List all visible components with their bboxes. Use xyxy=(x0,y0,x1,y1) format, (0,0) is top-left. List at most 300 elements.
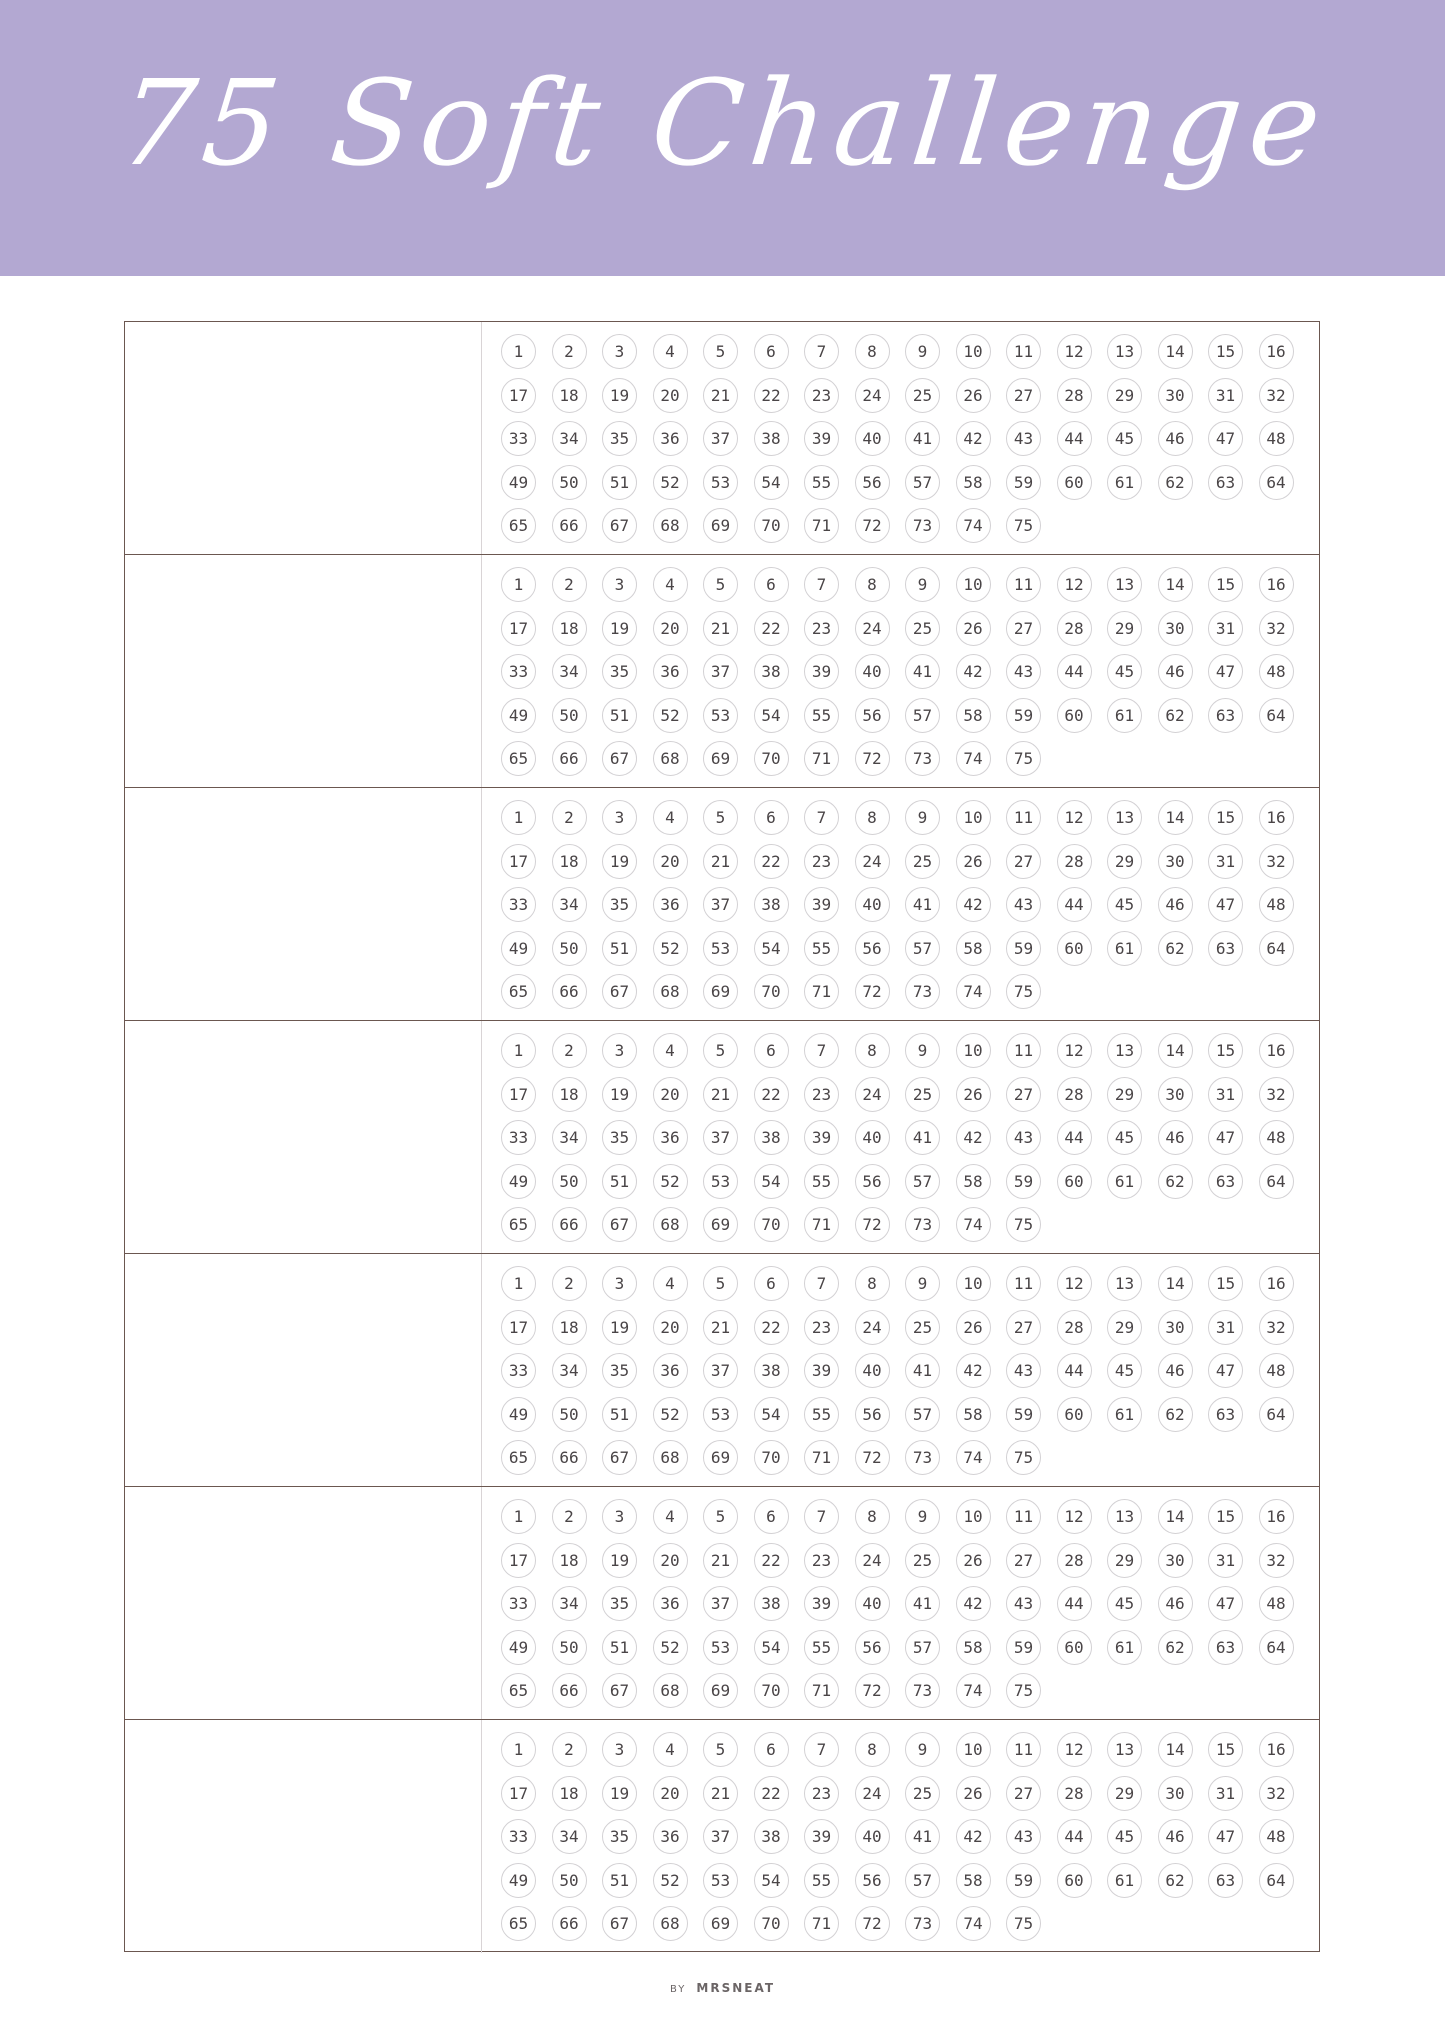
day-circle[interactable]: 17 xyxy=(501,844,536,879)
day-circle[interactable]: 49 xyxy=(501,465,536,500)
day-circle[interactable]: 37 xyxy=(703,421,738,456)
day-circle[interactable]: 65 xyxy=(501,508,536,543)
day-circle[interactable]: 48 xyxy=(1259,1819,1294,1854)
day-circle[interactable]: 26 xyxy=(956,1776,991,1811)
day-circle[interactable]: 64 xyxy=(1259,1863,1294,1898)
day-circle[interactable]: 17 xyxy=(501,1776,536,1811)
day-circle[interactable]: 26 xyxy=(956,844,991,879)
day-circle[interactable]: 25 xyxy=(905,844,940,879)
day-circle[interactable]: 15 xyxy=(1208,1732,1243,1767)
day-circle[interactable]: 55 xyxy=(804,698,839,733)
day-circle[interactable]: 37 xyxy=(703,1819,738,1854)
habit-label-cell[interactable] xyxy=(125,788,482,1020)
day-circle[interactable]: 67 xyxy=(602,1207,637,1242)
day-circle[interactable]: 41 xyxy=(905,654,940,689)
day-circle[interactable]: 63 xyxy=(1208,1164,1243,1199)
day-circle[interactable]: 5 xyxy=(703,800,738,835)
day-circle[interactable]: 30 xyxy=(1158,844,1193,879)
day-circle[interactable]: 42 xyxy=(956,654,991,689)
day-circle[interactable]: 70 xyxy=(754,1207,789,1242)
day-circle[interactable]: 16 xyxy=(1259,800,1294,835)
day-circle[interactable]: 61 xyxy=(1107,931,1142,966)
day-circle[interactable]: 22 xyxy=(754,611,789,646)
day-circle[interactable]: 59 xyxy=(1006,1397,1041,1432)
day-circle[interactable]: 50 xyxy=(552,931,587,966)
day-circle[interactable]: 6 xyxy=(754,567,789,602)
day-circle[interactable]: 13 xyxy=(1107,334,1142,369)
day-circle[interactable]: 57 xyxy=(905,1630,940,1665)
day-circle[interactable]: 68 xyxy=(653,508,688,543)
day-circle[interactable]: 61 xyxy=(1107,1630,1142,1665)
day-circle[interactable]: 23 xyxy=(804,611,839,646)
day-circle[interactable]: 62 xyxy=(1158,465,1193,500)
day-circle[interactable]: 1 xyxy=(501,1732,536,1767)
day-circle[interactable]: 2 xyxy=(552,1499,587,1534)
day-circle[interactable]: 64 xyxy=(1259,1164,1294,1199)
day-circle[interactable]: 25 xyxy=(905,1543,940,1578)
day-circle[interactable]: 72 xyxy=(855,1906,890,1941)
day-circle[interactable]: 7 xyxy=(804,800,839,835)
day-circle[interactable]: 64 xyxy=(1259,1630,1294,1665)
day-circle[interactable]: 27 xyxy=(1006,611,1041,646)
day-circle[interactable]: 67 xyxy=(602,974,637,1009)
day-circle[interactable]: 36 xyxy=(653,654,688,689)
day-circle[interactable]: 36 xyxy=(653,421,688,456)
day-circle[interactable]: 55 xyxy=(804,1397,839,1432)
day-circle[interactable]: 33 xyxy=(501,1353,536,1388)
day-circle[interactable]: 20 xyxy=(653,1776,688,1811)
day-circle[interactable]: 70 xyxy=(754,1673,789,1708)
day-circle[interactable]: 4 xyxy=(653,1266,688,1301)
day-circle[interactable]: 56 xyxy=(855,698,890,733)
day-circle[interactable]: 47 xyxy=(1208,1819,1243,1854)
day-circle[interactable]: 67 xyxy=(602,1673,637,1708)
day-circle[interactable]: 63 xyxy=(1208,698,1243,733)
day-circle[interactable]: 13 xyxy=(1107,567,1142,602)
day-circle[interactable]: 20 xyxy=(653,1310,688,1345)
day-circle[interactable]: 70 xyxy=(754,1906,789,1941)
day-circle[interactable]: 53 xyxy=(703,1630,738,1665)
day-circle[interactable]: 21 xyxy=(703,378,738,413)
day-circle[interactable]: 48 xyxy=(1259,1353,1294,1388)
day-circle[interactable]: 24 xyxy=(855,844,890,879)
day-circle[interactable]: 66 xyxy=(552,1440,587,1475)
day-circle[interactable]: 69 xyxy=(703,1207,738,1242)
day-circle[interactable]: 32 xyxy=(1259,1077,1294,1112)
day-circle[interactable]: 51 xyxy=(602,1863,637,1898)
day-circle[interactable]: 23 xyxy=(804,1077,839,1112)
day-circle[interactable]: 44 xyxy=(1057,887,1092,922)
day-circle[interactable]: 2 xyxy=(552,567,587,602)
day-circle[interactable]: 73 xyxy=(905,1440,940,1475)
day-circle[interactable]: 12 xyxy=(1057,1266,1092,1301)
day-circle[interactable]: 28 xyxy=(1057,844,1092,879)
day-circle[interactable]: 22 xyxy=(754,1543,789,1578)
day-circle[interactable]: 44 xyxy=(1057,654,1092,689)
day-circle[interactable]: 18 xyxy=(552,1077,587,1112)
day-circle[interactable]: 9 xyxy=(905,334,940,369)
day-circle[interactable]: 1 xyxy=(501,334,536,369)
day-circle[interactable]: 47 xyxy=(1208,887,1243,922)
day-circle[interactable]: 56 xyxy=(855,1630,890,1665)
day-circle[interactable]: 62 xyxy=(1158,1863,1193,1898)
day-circle[interactable]: 21 xyxy=(703,844,738,879)
day-circle[interactable]: 38 xyxy=(754,887,789,922)
day-circle[interactable]: 13 xyxy=(1107,800,1142,835)
day-circle[interactable]: 21 xyxy=(703,1310,738,1345)
day-circle[interactable]: 60 xyxy=(1057,698,1092,733)
day-circle[interactable]: 40 xyxy=(855,1819,890,1854)
day-circle[interactable]: 11 xyxy=(1006,800,1041,835)
day-circle[interactable]: 45 xyxy=(1107,1586,1142,1621)
day-circle[interactable]: 49 xyxy=(501,1164,536,1199)
day-circle[interactable]: 61 xyxy=(1107,1863,1142,1898)
day-circle[interactable]: 73 xyxy=(905,1673,940,1708)
day-circle[interactable]: 41 xyxy=(905,887,940,922)
day-circle[interactable]: 30 xyxy=(1158,1310,1193,1345)
day-circle[interactable]: 42 xyxy=(956,1819,991,1854)
day-circle[interactable]: 31 xyxy=(1208,1077,1243,1112)
day-circle[interactable]: 20 xyxy=(653,1077,688,1112)
day-circle[interactable]: 52 xyxy=(653,931,688,966)
day-circle[interactable]: 54 xyxy=(754,1630,789,1665)
day-circle[interactable]: 70 xyxy=(754,508,789,543)
day-circle[interactable]: 64 xyxy=(1259,1397,1294,1432)
day-circle[interactable]: 67 xyxy=(602,1440,637,1475)
day-circle[interactable]: 6 xyxy=(754,1732,789,1767)
day-circle[interactable]: 43 xyxy=(1006,1586,1041,1621)
day-circle[interactable]: 47 xyxy=(1208,421,1243,456)
day-circle[interactable]: 31 xyxy=(1208,611,1243,646)
day-circle[interactable]: 25 xyxy=(905,1310,940,1345)
day-circle[interactable]: 24 xyxy=(855,1543,890,1578)
day-circle[interactable]: 24 xyxy=(855,378,890,413)
day-circle[interactable]: 50 xyxy=(552,1164,587,1199)
day-circle[interactable]: 72 xyxy=(855,508,890,543)
day-circle[interactable]: 15 xyxy=(1208,1266,1243,1301)
day-circle[interactable]: 71 xyxy=(804,974,839,1009)
day-circle[interactable]: 7 xyxy=(804,567,839,602)
day-circle[interactable]: 30 xyxy=(1158,1543,1193,1578)
day-circle[interactable]: 65 xyxy=(501,1440,536,1475)
day-circle[interactable]: 70 xyxy=(754,1440,789,1475)
day-circle[interactable]: 73 xyxy=(905,1906,940,1941)
day-circle[interactable]: 31 xyxy=(1208,1776,1243,1811)
day-circle[interactable]: 17 xyxy=(501,378,536,413)
day-circle[interactable]: 37 xyxy=(703,1120,738,1155)
day-circle[interactable]: 2 xyxy=(552,1033,587,1068)
day-circle[interactable]: 7 xyxy=(804,1732,839,1767)
day-circle[interactable]: 31 xyxy=(1208,844,1243,879)
day-circle[interactable]: 11 xyxy=(1006,1266,1041,1301)
day-circle[interactable]: 58 xyxy=(956,1863,991,1898)
day-circle[interactable]: 18 xyxy=(552,844,587,879)
day-circle[interactable]: 69 xyxy=(703,974,738,1009)
day-circle[interactable]: 48 xyxy=(1259,887,1294,922)
day-circle[interactable]: 61 xyxy=(1107,698,1142,733)
day-circle[interactable]: 12 xyxy=(1057,1732,1092,1767)
day-circle[interactable]: 72 xyxy=(855,741,890,776)
day-circle[interactable]: 4 xyxy=(653,1732,688,1767)
day-circle[interactable]: 23 xyxy=(804,1776,839,1811)
habit-label-cell[interactable] xyxy=(125,1720,482,1953)
day-circle[interactable]: 68 xyxy=(653,1906,688,1941)
day-circle[interactable]: 41 xyxy=(905,1819,940,1854)
day-circle[interactable]: 40 xyxy=(855,654,890,689)
day-circle[interactable]: 38 xyxy=(754,1120,789,1155)
day-circle[interactable]: 58 xyxy=(956,698,991,733)
day-circle[interactable]: 55 xyxy=(804,1630,839,1665)
day-circle[interactable]: 67 xyxy=(602,508,637,543)
day-circle[interactable]: 73 xyxy=(905,741,940,776)
day-circle[interactable]: 10 xyxy=(956,1499,991,1534)
day-circle[interactable]: 72 xyxy=(855,1673,890,1708)
day-circle[interactable]: 15 xyxy=(1208,567,1243,602)
day-circle[interactable]: 56 xyxy=(855,465,890,500)
day-circle[interactable]: 58 xyxy=(956,465,991,500)
day-circle[interactable]: 66 xyxy=(552,1673,587,1708)
day-circle[interactable]: 1 xyxy=(501,567,536,602)
day-circle[interactable]: 65 xyxy=(501,741,536,776)
day-circle[interactable]: 21 xyxy=(703,1776,738,1811)
day-circle[interactable]: 56 xyxy=(855,1164,890,1199)
day-circle[interactable]: 72 xyxy=(855,1207,890,1242)
day-circle[interactable]: 60 xyxy=(1057,931,1092,966)
day-circle[interactable]: 63 xyxy=(1208,1863,1243,1898)
day-circle[interactable]: 22 xyxy=(754,1077,789,1112)
day-circle[interactable]: 34 xyxy=(552,421,587,456)
day-circle[interactable]: 65 xyxy=(501,1906,536,1941)
day-circle[interactable]: 38 xyxy=(754,654,789,689)
day-circle[interactable]: 65 xyxy=(501,1673,536,1708)
day-circle[interactable]: 51 xyxy=(602,465,637,500)
day-circle[interactable]: 41 xyxy=(905,1120,940,1155)
day-circle[interactable]: 6 xyxy=(754,334,789,369)
day-circle[interactable]: 30 xyxy=(1158,611,1193,646)
day-circle[interactable]: 66 xyxy=(552,741,587,776)
day-circle[interactable]: 4 xyxy=(653,1499,688,1534)
day-circle[interactable]: 49 xyxy=(501,1863,536,1898)
day-circle[interactable]: 20 xyxy=(653,1543,688,1578)
day-circle[interactable]: 62 xyxy=(1158,1397,1193,1432)
day-circle[interactable]: 45 xyxy=(1107,1353,1142,1388)
day-circle[interactable]: 53 xyxy=(703,1164,738,1199)
day-circle[interactable]: 36 xyxy=(653,1586,688,1621)
day-circle[interactable]: 32 xyxy=(1259,1310,1294,1345)
day-circle[interactable]: 69 xyxy=(703,1440,738,1475)
day-circle[interactable]: 62 xyxy=(1158,931,1193,966)
day-circle[interactable]: 51 xyxy=(602,931,637,966)
day-circle[interactable]: 24 xyxy=(855,611,890,646)
day-circle[interactable]: 64 xyxy=(1259,698,1294,733)
day-circle[interactable]: 58 xyxy=(956,1164,991,1199)
day-circle[interactable]: 42 xyxy=(956,1353,991,1388)
day-circle[interactable]: 42 xyxy=(956,421,991,456)
day-circle[interactable]: 35 xyxy=(602,421,637,456)
day-circle[interactable]: 39 xyxy=(804,421,839,456)
day-circle[interactable]: 66 xyxy=(552,1207,587,1242)
day-circle[interactable]: 44 xyxy=(1057,1819,1092,1854)
day-circle[interactable]: 19 xyxy=(602,1543,637,1578)
day-circle[interactable]: 54 xyxy=(754,1164,789,1199)
day-circle[interactable]: 9 xyxy=(905,1732,940,1767)
day-circle[interactable]: 48 xyxy=(1259,421,1294,456)
day-circle[interactable]: 28 xyxy=(1057,1310,1092,1345)
day-circle[interactable]: 50 xyxy=(552,465,587,500)
day-circle[interactable]: 46 xyxy=(1158,1120,1193,1155)
day-circle[interactable]: 74 xyxy=(956,974,991,1009)
day-circle[interactable]: 36 xyxy=(653,1120,688,1155)
day-circle[interactable]: 49 xyxy=(501,1397,536,1432)
day-circle[interactable]: 10 xyxy=(956,1033,991,1068)
day-circle[interactable]: 39 xyxy=(804,887,839,922)
day-circle[interactable]: 14 xyxy=(1158,567,1193,602)
day-circle[interactable]: 54 xyxy=(754,931,789,966)
day-circle[interactable]: 63 xyxy=(1208,931,1243,966)
day-circle[interactable]: 49 xyxy=(501,931,536,966)
day-circle[interactable]: 44 xyxy=(1057,421,1092,456)
day-circle[interactable]: 14 xyxy=(1158,1499,1193,1534)
day-circle[interactable]: 58 xyxy=(956,1397,991,1432)
day-circle[interactable]: 52 xyxy=(653,1164,688,1199)
day-circle[interactable]: 57 xyxy=(905,931,940,966)
day-circle[interactable]: 53 xyxy=(703,1397,738,1432)
day-circle[interactable]: 5 xyxy=(703,567,738,602)
day-circle[interactable]: 65 xyxy=(501,1207,536,1242)
day-circle[interactable]: 48 xyxy=(1259,1586,1294,1621)
day-circle[interactable]: 21 xyxy=(703,1543,738,1578)
day-circle[interactable]: 43 xyxy=(1006,887,1041,922)
day-circle[interactable]: 12 xyxy=(1057,567,1092,602)
day-circle[interactable]: 29 xyxy=(1107,1077,1142,1112)
habit-label-cell[interactable] xyxy=(125,1487,482,1719)
day-circle[interactable]: 35 xyxy=(602,1819,637,1854)
day-circle[interactable]: 50 xyxy=(552,698,587,733)
day-circle[interactable]: 20 xyxy=(653,611,688,646)
day-circle[interactable]: 2 xyxy=(552,1732,587,1767)
day-circle[interactable]: 52 xyxy=(653,1397,688,1432)
day-circle[interactable]: 40 xyxy=(855,1586,890,1621)
day-circle[interactable]: 1 xyxy=(501,1499,536,1534)
day-circle[interactable]: 8 xyxy=(855,1033,890,1068)
day-circle[interactable]: 72 xyxy=(855,974,890,1009)
day-circle[interactable]: 3 xyxy=(602,567,637,602)
day-circle[interactable]: 14 xyxy=(1158,334,1193,369)
day-circle[interactable]: 16 xyxy=(1259,1266,1294,1301)
day-circle[interactable]: 34 xyxy=(552,1120,587,1155)
day-circle[interactable]: 62 xyxy=(1158,1630,1193,1665)
day-circle[interactable]: 6 xyxy=(754,1499,789,1534)
day-circle[interactable]: 55 xyxy=(804,931,839,966)
day-circle[interactable]: 29 xyxy=(1107,1310,1142,1345)
day-circle[interactable]: 40 xyxy=(855,1353,890,1388)
day-circle[interactable]: 59 xyxy=(1006,698,1041,733)
day-circle[interactable]: 18 xyxy=(552,1310,587,1345)
day-circle[interactable]: 11 xyxy=(1006,334,1041,369)
day-circle[interactable]: 53 xyxy=(703,465,738,500)
day-circle[interactable]: 21 xyxy=(703,1077,738,1112)
day-circle[interactable]: 58 xyxy=(956,931,991,966)
day-circle[interactable]: 46 xyxy=(1158,887,1193,922)
day-circle[interactable]: 66 xyxy=(552,508,587,543)
day-circle[interactable]: 64 xyxy=(1259,931,1294,966)
day-circle[interactable]: 14 xyxy=(1158,1033,1193,1068)
day-circle[interactable]: 25 xyxy=(905,1077,940,1112)
day-circle[interactable]: 52 xyxy=(653,1863,688,1898)
day-circle[interactable]: 27 xyxy=(1006,844,1041,879)
day-circle[interactable]: 39 xyxy=(804,1819,839,1854)
day-circle[interactable]: 22 xyxy=(754,844,789,879)
day-circle[interactable]: 29 xyxy=(1107,1543,1142,1578)
day-circle[interactable]: 11 xyxy=(1006,567,1041,602)
day-circle[interactable]: 14 xyxy=(1158,1732,1193,1767)
day-circle[interactable]: 5 xyxy=(703,334,738,369)
day-circle[interactable]: 36 xyxy=(653,887,688,922)
day-circle[interactable]: 39 xyxy=(804,1586,839,1621)
day-circle[interactable]: 18 xyxy=(552,378,587,413)
day-circle[interactable]: 59 xyxy=(1006,931,1041,966)
day-circle[interactable]: 69 xyxy=(703,1906,738,1941)
day-circle[interactable]: 18 xyxy=(552,1543,587,1578)
day-circle[interactable]: 44 xyxy=(1057,1586,1092,1621)
day-circle[interactable]: 19 xyxy=(602,1310,637,1345)
day-circle[interactable]: 74 xyxy=(956,508,991,543)
day-circle[interactable]: 35 xyxy=(602,654,637,689)
day-circle[interactable]: 19 xyxy=(602,611,637,646)
day-circle[interactable]: 24 xyxy=(855,1776,890,1811)
day-circle[interactable]: 38 xyxy=(754,421,789,456)
day-circle[interactable]: 56 xyxy=(855,931,890,966)
day-circle[interactable]: 19 xyxy=(602,1077,637,1112)
day-circle[interactable]: 20 xyxy=(653,378,688,413)
day-circle[interactable]: 59 xyxy=(1006,1630,1041,1665)
day-circle[interactable]: 75 xyxy=(1006,508,1041,543)
day-circle[interactable]: 39 xyxy=(804,654,839,689)
day-circle[interactable]: 17 xyxy=(501,1077,536,1112)
day-circle[interactable]: 27 xyxy=(1006,378,1041,413)
day-circle[interactable]: 29 xyxy=(1107,378,1142,413)
day-circle[interactable]: 68 xyxy=(653,974,688,1009)
day-circle[interactable]: 68 xyxy=(653,1207,688,1242)
day-circle[interactable]: 8 xyxy=(855,334,890,369)
day-circle[interactable]: 45 xyxy=(1107,887,1142,922)
day-circle[interactable]: 52 xyxy=(653,465,688,500)
day-circle[interactable]: 17 xyxy=(501,1310,536,1345)
day-circle[interactable]: 32 xyxy=(1259,611,1294,646)
day-circle[interactable]: 37 xyxy=(703,887,738,922)
day-circle[interactable]: 70 xyxy=(754,974,789,1009)
day-circle[interactable]: 38 xyxy=(754,1819,789,1854)
day-circle[interactable]: 43 xyxy=(1006,1353,1041,1388)
day-circle[interactable]: 35 xyxy=(602,1586,637,1621)
day-circle[interactable]: 42 xyxy=(956,1120,991,1155)
day-circle[interactable]: 51 xyxy=(602,1397,637,1432)
day-circle[interactable]: 28 xyxy=(1057,1776,1092,1811)
day-circle[interactable]: 34 xyxy=(552,654,587,689)
day-circle[interactable]: 25 xyxy=(905,1776,940,1811)
day-circle[interactable]: 66 xyxy=(552,974,587,1009)
day-circle[interactable]: 32 xyxy=(1259,1543,1294,1578)
day-circle[interactable]: 7 xyxy=(804,1033,839,1068)
day-circle[interactable]: 33 xyxy=(501,421,536,456)
day-circle[interactable]: 6 xyxy=(754,1266,789,1301)
day-circle[interactable]: 33 xyxy=(501,1819,536,1854)
day-circle[interactable]: 3 xyxy=(602,334,637,369)
day-circle[interactable]: 8 xyxy=(855,1499,890,1534)
day-circle[interactable]: 71 xyxy=(804,1440,839,1475)
day-circle[interactable]: 45 xyxy=(1107,1819,1142,1854)
day-circle[interactable]: 74 xyxy=(956,741,991,776)
